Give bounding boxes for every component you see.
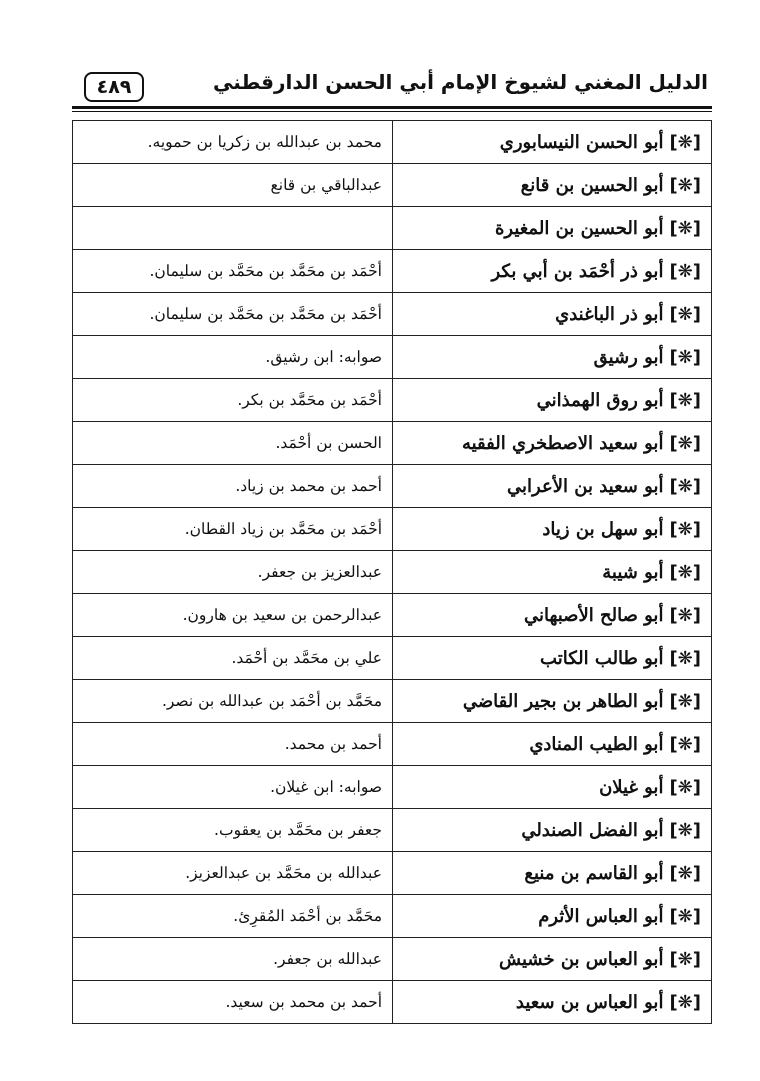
table-row	[73, 336, 712, 379]
name-text: أبو غيلان	[599, 776, 664, 798]
name-cell	[393, 293, 712, 336]
table-row	[73, 379, 712, 422]
table-row	[73, 809, 712, 852]
name-text: أبو روق الهمذاني	[536, 389, 664, 411]
names-table	[72, 120, 712, 1024]
name-text: أبو القاسم بن منيع	[524, 862, 664, 884]
table-row	[73, 207, 712, 250]
correction-cell: محَمَّد بن أحْمَد بن عبدالله بن نصر.	[73, 680, 393, 723]
name-text: أبو الطيب المنادي	[529, 733, 664, 755]
table-row	[73, 981, 712, 1024]
names-table-body	[73, 121, 712, 1024]
name-text: أبو شيبة	[602, 561, 664, 583]
name-text: أبو سعيد الاصطخري الفقيه	[461, 432, 664, 454]
asterisk-marker: [❋]	[669, 733, 701, 755]
table-row	[73, 293, 712, 336]
asterisk-marker: [❋]	[669, 518, 701, 540]
table-row	[73, 465, 712, 508]
name-text: أبو العباس الأثرم	[538, 905, 664, 927]
correction-cell: صوابه: ابن رشيق.	[73, 336, 393, 379]
name-cell	[393, 938, 712, 981]
name-text: أبو الحسن النيسابوري	[499, 131, 664, 153]
asterisk-marker: [❋]	[669, 862, 701, 884]
correction-cell: محمد بن عبدالله بن زكريا بن حمويه.	[73, 121, 393, 164]
asterisk-marker: [❋]	[669, 475, 701, 497]
name-text: أبو صالح الأصبهاني	[523, 604, 664, 626]
name-cell	[393, 422, 712, 465]
asterisk-marker: [❋]	[669, 260, 701, 282]
asterisk-marker: [❋]	[669, 432, 701, 454]
name-cell	[393, 852, 712, 895]
asterisk-marker: [❋]	[669, 604, 701, 626]
asterisk-marker: [❋]	[669, 819, 701, 841]
asterisk-marker: [❋]	[669, 561, 701, 583]
running-title: الدليل المغني لشيوخ الإمام أبي الحسن الدارقطني	[213, 70, 708, 94]
correction-cell: أحْمَد بن محَمَّد بن بكر.	[73, 379, 393, 422]
correction-cell: أحمد بن محمد بن سعيد.	[73, 981, 393, 1024]
header-rule	[72, 106, 712, 109]
correction-cell: عبدالباقي بن قانع	[73, 164, 393, 207]
table-row	[73, 723, 712, 766]
name-text: أبو العباس بن خشيش	[499, 948, 664, 970]
correction-cell: أحمد بن محمد بن زياد.	[73, 465, 393, 508]
table-row	[73, 680, 712, 723]
name-text: أبو ذر الباغندي	[555, 303, 664, 325]
correction-cell: عبدالعزيز بن جعفر.	[73, 551, 393, 594]
correction-cell: عبدالرحمن بن سعيد بن هارون.	[73, 594, 393, 637]
correction-cell: جعفر بن محَمَّد بن يعقوب.	[73, 809, 393, 852]
name-cell	[393, 637, 712, 680]
asterisk-marker: [❋]	[669, 131, 701, 153]
asterisk-marker: [❋]	[669, 647, 701, 669]
table-row	[73, 121, 712, 164]
name-text: أبو رشيق	[593, 346, 664, 368]
asterisk-marker: [❋]	[669, 690, 701, 712]
asterisk-marker: [❋]	[669, 303, 701, 325]
asterisk-marker: [❋]	[669, 776, 701, 798]
name-cell	[393, 121, 712, 164]
page-number: ٤٨٩	[84, 72, 144, 102]
name-cell	[393, 250, 712, 293]
table-row	[73, 551, 712, 594]
name-text: أبو سهل بن زياد	[542, 518, 664, 540]
asterisk-marker: [❋]	[669, 217, 701, 239]
table-row	[73, 895, 712, 938]
page-header	[72, 66, 712, 110]
name-text: أبو الفضل الصندلي	[521, 819, 664, 841]
table-row	[73, 164, 712, 207]
correction-cell: أحمد بن محمد.	[73, 723, 393, 766]
correction-cell: عبدالله بن محَمَّد بن عبدالعزيز.	[73, 852, 393, 895]
name-cell	[393, 895, 712, 938]
table-row	[73, 508, 712, 551]
name-text: أبو الحسين بن قانع	[520, 174, 664, 196]
correction-cell: أحْمَد بن محَمَّد بن محَمَّد بن سليمان.	[73, 250, 393, 293]
name-cell	[393, 508, 712, 551]
table-row	[73, 852, 712, 895]
table-row	[73, 766, 712, 809]
table-row	[73, 637, 712, 680]
name-text: أبو الحسين بن المغيرة	[494, 217, 664, 239]
name-cell	[393, 336, 712, 379]
name-text: أبو الطاهر بن بجير القاضي	[462, 690, 664, 712]
asterisk-marker: [❋]	[669, 174, 701, 196]
asterisk-marker: [❋]	[669, 389, 701, 411]
name-cell	[393, 594, 712, 637]
name-text: أبو سعيد بن الأعرابي	[507, 475, 664, 497]
name-cell	[393, 164, 712, 207]
name-cell	[393, 379, 712, 422]
name-cell	[393, 551, 712, 594]
correction-cell	[73, 207, 393, 250]
name-text: أبو طالب الكاتب	[540, 647, 664, 669]
correction-cell: أحْمَد بن محَمَّد بن محَمَّد بن سليمان.	[73, 293, 393, 336]
header-rule-thin	[72, 111, 712, 112]
correction-cell: علي بن محَمَّد بن أحْمَد.	[73, 637, 393, 680]
name-text: أبو ذر أحْمَد بن أبي بكر	[491, 260, 664, 282]
asterisk-marker: [❋]	[669, 948, 701, 970]
table-row	[73, 594, 712, 637]
correction-cell: الحسن بن أحْمَد.	[73, 422, 393, 465]
table-row	[73, 938, 712, 981]
asterisk-marker: [❋]	[669, 346, 701, 368]
correction-cell: صوابه: ابن غيلان.	[73, 766, 393, 809]
correction-cell: عبدالله بن جعفر.	[73, 938, 393, 981]
name-cell	[393, 809, 712, 852]
name-cell	[393, 207, 712, 250]
asterisk-marker: [❋]	[669, 905, 701, 927]
correction-cell: أحْمَد بن محَمَّد بن زياد القطان.	[73, 508, 393, 551]
name-text: أبو العباس بن سعيد	[515, 991, 664, 1013]
name-cell	[393, 981, 712, 1024]
correction-cell: محَمَّد بن أحْمَد المُقرِئ.	[73, 895, 393, 938]
name-cell	[393, 465, 712, 508]
name-cell	[393, 723, 712, 766]
table-row	[73, 422, 712, 465]
table-row	[73, 250, 712, 293]
name-cell	[393, 766, 712, 809]
name-cell	[393, 680, 712, 723]
asterisk-marker: [❋]	[669, 991, 701, 1013]
